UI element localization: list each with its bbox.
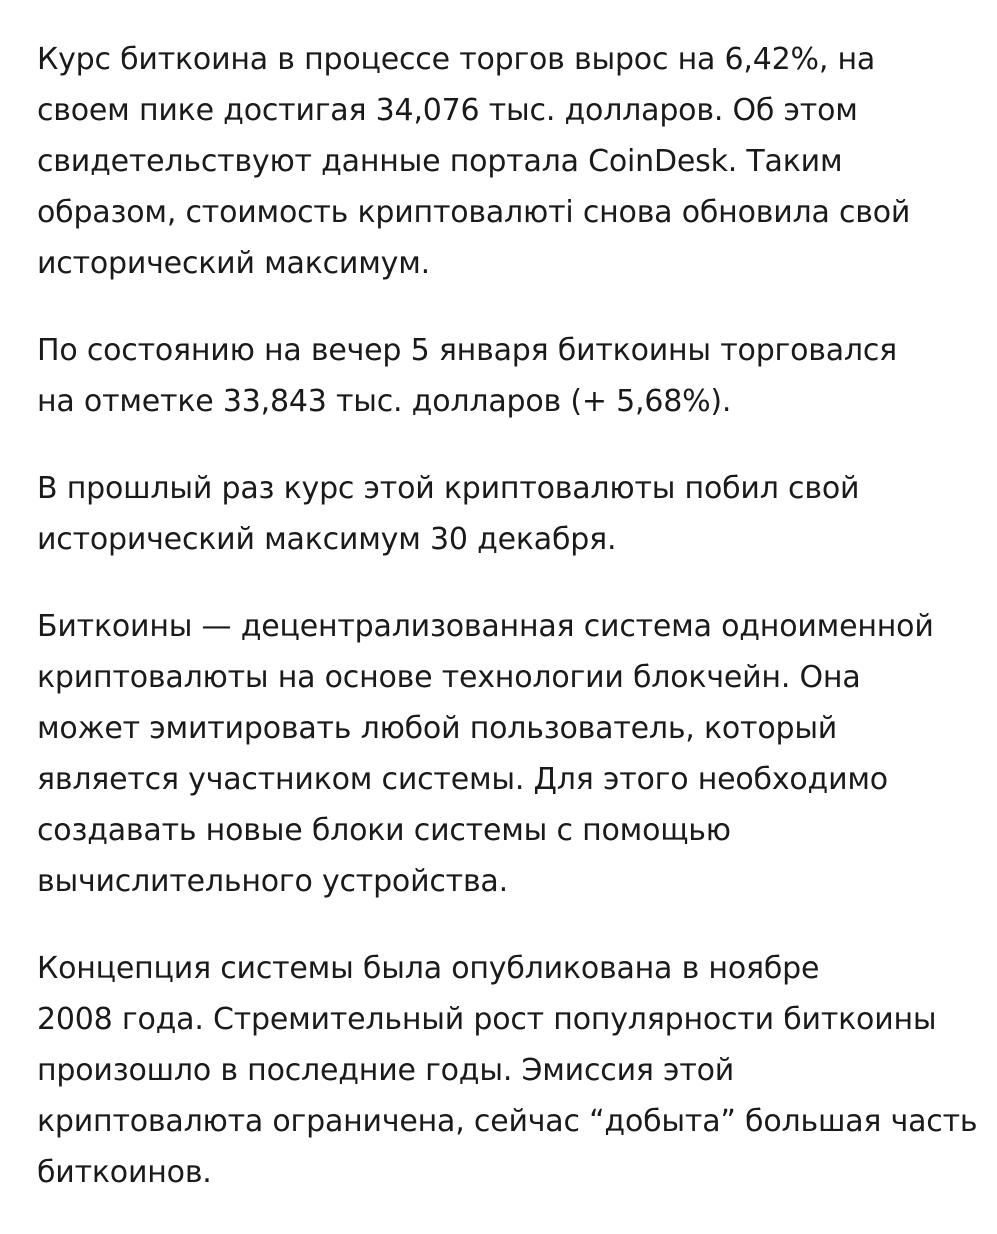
text-line: биткоинов. — [37, 1155, 212, 1190]
text-line: образом, стоимость криптовалюті снова обновила свой — [37, 195, 911, 230]
paragraph-3 — [37, 463, 977, 565]
text-line: создавать новые блоки системы с помощью — [37, 813, 731, 848]
text-line: 2008 года. Стремительный рост популярности биткоины — [37, 1002, 937, 1037]
text-line: исторический максимум. — [37, 246, 430, 281]
text-line: исторический максимум 30 декабря. — [37, 522, 617, 557]
text-line: свидетельствуют данные портала CoinDesk. Таким — [37, 144, 843, 179]
text-line: криптовалюты на основе технологии блокчейн. Она — [37, 660, 861, 695]
text-line: является участником системы. Для этого необходимо — [37, 762, 888, 797]
paragraph-5 — [37, 943, 977, 1198]
text-line: произошло в последние годы. Эмиссия этой — [37, 1053, 735, 1088]
text-line: В прошлый раз курс этой криптовалюты побил свой — [37, 471, 860, 506]
text-line: криптовалюта ограничена, сейчас “добыта” большая часть — [37, 1104, 978, 1139]
paragraph-1 — [37, 34, 977, 289]
text-line: Курс биткоина в процессе торгов вырос на 6,42%, на — [37, 42, 876, 77]
text-line: Биткоины — децентрализованная система одноименной — [37, 609, 934, 644]
text-line: может эмитировать любой пользователь, который — [37, 711, 838, 746]
text-line: своем пике достигая 34,076 тыс. долларов. Об этом — [37, 93, 858, 128]
paragraph-4 — [37, 601, 977, 907]
article-body — [37, 34, 977, 1234]
text-line: По состоянию на вечер 5 января биткоины торговался — [37, 333, 898, 368]
paragraph-2 — [37, 325, 977, 427]
text-line: на отметке 33,843 тыс. долларов (+ 5,68%). — [37, 384, 732, 419]
text-line: Концепция системы была опубликована в ноябре — [37, 951, 820, 986]
text-line: вычислительного устройства. — [37, 864, 508, 899]
